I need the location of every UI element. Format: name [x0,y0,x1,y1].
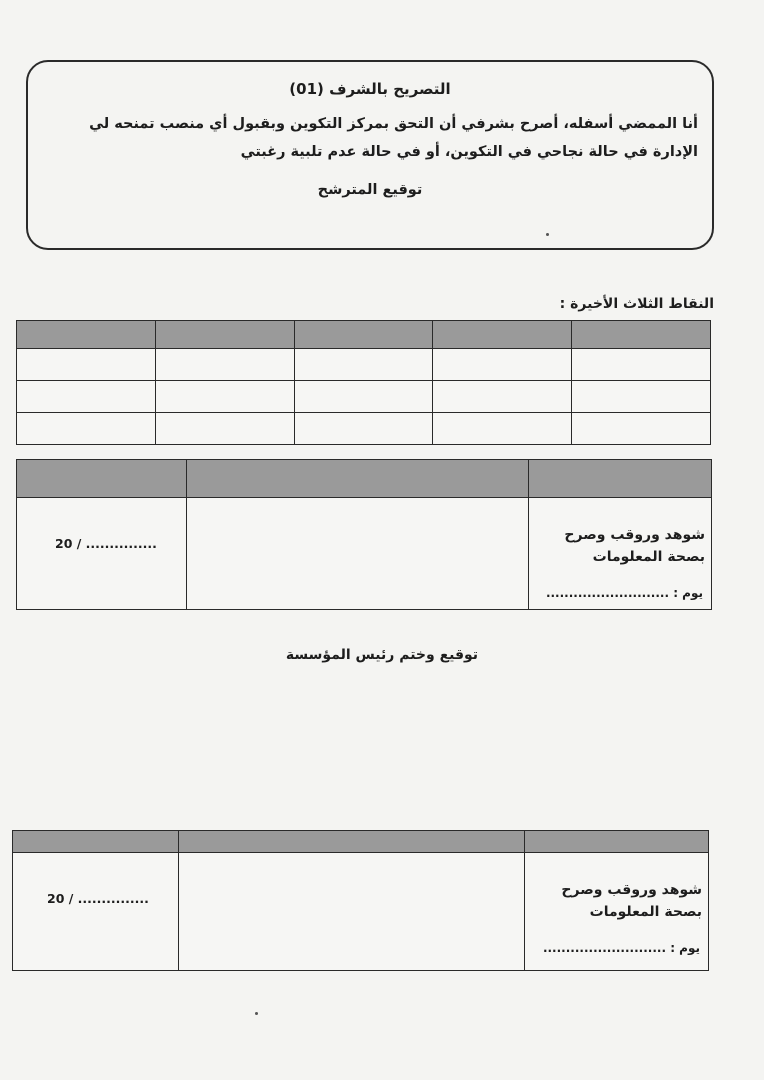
table-cell[interactable] [17,381,156,413]
director-signature-label: توقيع وختم رئيس المؤسسة [285,647,479,663]
table-cell[interactable] [155,381,294,413]
declaration-body: أنا الممضي أسفله، أصرح بشرفي أن التحق بمركز التكوين وبقبول أي منصب تمنحه لي الإدارة في حالة نجاحي في التكوين، أو في حالة عدم تلبية رغبتي [89,116,698,160]
table-row [17,413,711,445]
score-value: 20 / ............... [47,891,149,906]
attestation-statement: شوهد وروقب وصرح بصحة المعلومات [564,527,705,565]
table-header-cell [294,321,433,349]
declaration-title: التصريح بالشرف (01) [289,80,451,98]
last-points-table [16,320,711,445]
scan-speck [255,1012,258,1015]
table-cell[interactable] [572,413,711,445]
remarks-cell[interactable] [187,498,529,610]
table-cell[interactable] [294,349,433,381]
declaration-box [26,60,714,250]
attestation-row [17,498,712,610]
remarks-cell[interactable] [179,853,525,971]
attestation-header-row [13,831,709,853]
score-value: 20 / ............... [55,536,157,551]
table-cell[interactable] [433,381,572,413]
attestation-header-cell [17,460,187,498]
table-row [17,349,711,381]
attestation-row [13,853,709,971]
table-header-cell [433,321,572,349]
candidate-signature-label: توقيع المترشح [317,182,423,198]
table-cell[interactable] [155,349,294,381]
date-label: يوم : ........................... [542,941,700,955]
table-cell[interactable] [17,413,156,445]
table-row [17,381,711,413]
table-cell[interactable] [155,413,294,445]
last-points-title: النقاط الثلاث الأخيرة : [559,296,714,312]
score-cell[interactable] [17,498,187,610]
table-cell[interactable] [572,381,711,413]
table-cell[interactable] [294,381,433,413]
attestation-cell [525,853,709,971]
attestation-table-1 [16,459,712,610]
date-label: يوم : ........................... [545,586,703,600]
table-cell[interactable] [294,413,433,445]
attestation-header-cell [179,831,525,853]
table-cell[interactable] [433,349,572,381]
table-header-row [17,321,711,349]
attestation-header-cell [13,831,179,853]
attestation-table-2 [12,830,709,971]
table-header-cell [572,321,711,349]
attestation-cell [529,498,712,610]
attestation-header-row [17,460,712,498]
table-cell[interactable] [17,349,156,381]
attestation-header-cell [525,831,709,853]
scan-speck [546,233,549,236]
table-cell[interactable] [433,413,572,445]
table-header-cell [155,321,294,349]
attestation-statement: شوهد وروقب وصرح بصحة المعلومات [561,882,702,920]
table-header-cell [17,321,156,349]
attestation-header-cell [187,460,529,498]
attestation-header-cell [529,460,712,498]
table-cell[interactable] [572,349,711,381]
score-cell[interactable] [13,853,179,971]
